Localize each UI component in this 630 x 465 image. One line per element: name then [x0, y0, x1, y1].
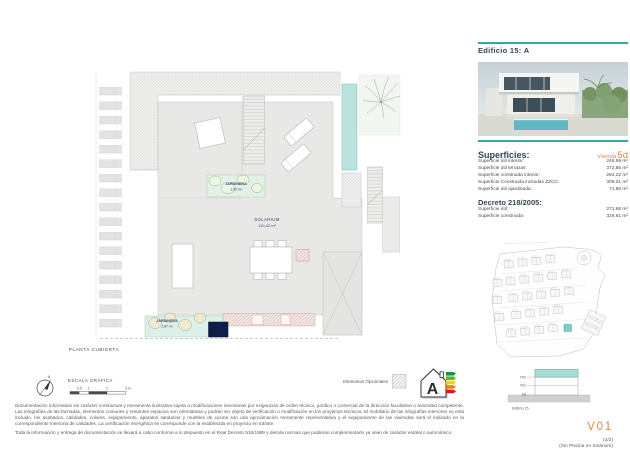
stair-top: [244, 96, 265, 164]
decreto-row-1: [478, 208, 628, 213]
legal-disclaimer: [15, 403, 464, 440]
louver-strip: [99, 84, 122, 331]
row-label: Superficie Construida incluidas ZZCC:: [478, 180, 560, 185]
row-value: 271,68 m²: [606, 207, 628, 212]
gravel-strip-b: [383, 197, 400, 252]
palm-planting: [359, 75, 400, 135]
north-arrow: [37, 375, 53, 396]
north-label: N: [48, 375, 51, 379]
scale-tick-2: 2: [106, 386, 109, 391]
decreto-heading: Decreto 218/2005:: [478, 198, 542, 207]
highlighted-roof-level: [535, 370, 578, 378]
street-label-placeholder: [505, 243, 548, 244]
spa-element: [209, 322, 229, 337]
row-label: Superficie útil terrazas:: [478, 166, 527, 171]
hatch-gap-2: [281, 315, 290, 325]
superficie-row-4: [478, 181, 628, 186]
highlighted-building-15: [564, 325, 572, 332]
disclaimer-paragraph-2: Toda la información y entrega de documentación se llevará a cabo conforme a lo dispuesto en el Real Decreto 515/1989 y demás normas que pudieran complementarlo ya sean de carácter estatal o autonómico.: [15, 430, 453, 436]
graphic-scale: [68, 378, 131, 394]
row-value: 246,99 m²: [606, 159, 628, 164]
row-label: Superficie construida interior:: [478, 173, 541, 178]
dining-set: [250, 241, 292, 280]
variant-note: (Sin Piscina en Solárium): [559, 444, 613, 449]
level-p02: P02: [520, 375, 526, 380]
superficie-row-2: [478, 167, 628, 172]
vivienda-label: Vivienda: [597, 154, 617, 160]
superficie-row-1: [478, 160, 628, 165]
elevation-diagram: [508, 370, 590, 411]
optional-legend: [343, 375, 406, 389]
roof-plan: [96, 72, 400, 339]
energy-rating-icon: [421, 369, 456, 399]
optional-hatch-strip: [223, 314, 315, 327]
jardinera-2-area: 2,87 m²: [161, 324, 173, 329]
skylight-1: [195, 118, 226, 149]
row-value: 308,01 m²: [606, 180, 628, 185]
version-code: V01: [587, 421, 613, 433]
energy-arrows: [446, 372, 456, 393]
scale-tick-1: 1: [87, 386, 90, 391]
hatch-gap-1: [252, 315, 263, 325]
jardinera-1-label: JARDINERA: [225, 182, 247, 186]
row-label: Superficie útil:: [478, 207, 509, 212]
render-villa: [486, 73, 579, 117]
row-label: Superficie construida:: [478, 214, 525, 219]
decreto-row-2: [478, 215, 628, 220]
teal-rule-top: [478, 42, 628, 44]
row-label: Superficie útil ajardinada:: [478, 187, 532, 192]
stair-right: [368, 167, 383, 223]
shaft-x-box: [323, 252, 362, 335]
row-value: 326,61 m²: [606, 214, 628, 219]
row-value: 284,22 m²: [606, 173, 628, 178]
jardinera-1: [207, 175, 265, 197]
level-pb: PB: [521, 393, 526, 398]
jardinera-1-area: 1,99 m²: [230, 187, 242, 192]
disclaimer-paragraph-1: Documentación informativa sin carácter contractual y meramente ilustrativa sujeta a modificaciones necesarias por exigencias de orden técnico, jurídico o comercial de la dirección facultativa o autoridad competente. Las infografías de las fachadas, elementos comunes y restantes espacios son orientativas y podrán ser objeto de verificación o modificación en los proyectos técnicos. El mobiliario de las infografías interiores no está incluido, los acabados, calidades, colores, equipamiento, aparatos sanitarios y muebles de cocina son una aproximación meramente representativa y el equipamiento de las viviendas será el indicado en la correspondiente memoria de calidades. La certificación energética se corresponde con la establecida en proyecto en trámite.: [15, 403, 464, 426]
solarium-area: 110,42 m²: [258, 223, 276, 228]
scale-title: ESCALA GRÁFICA: [68, 378, 113, 383]
scale-tick-3: 3 m: [125, 386, 131, 391]
row-value: 372,85 m²: [606, 166, 628, 171]
superficie-row-5: [478, 188, 628, 193]
row-value: 71,88 m²: [609, 187, 628, 192]
row-label: Superficie útil interior:: [478, 159, 525, 164]
site-key-plan: [491, 243, 606, 358]
optional-legend-label: Elementos Opcionales: [342, 379, 388, 384]
superficie-row-3: [478, 174, 628, 179]
lap-pool: [342, 84, 357, 170]
villa-render: [478, 62, 628, 136]
superficies-heading: Superficies:: [478, 150, 530, 160]
level-p01: P01: [520, 383, 526, 388]
optional-legend-swatch: [393, 375, 407, 389]
energy-letter: A: [426, 381, 439, 398]
building-title: Edificio 15: A: [478, 46, 530, 55]
solarium-label: SOLARIUM: [254, 217, 280, 222]
render-pool: [514, 120, 568, 130]
optional-element-square: [296, 250, 309, 262]
scale-tick-05: 0,5: [76, 386, 82, 391]
skylight-2: [172, 244, 193, 288]
plan-title: PLANTA CUBIERTA: [68, 347, 120, 352]
gravel-strip-a: [342, 173, 361, 207]
teal-rule-mid: [478, 140, 628, 142]
jardinera-2-label: JARDINERA: [156, 319, 178, 323]
sheet-number: (2/2): [603, 438, 613, 443]
vivienda-value: 5d: [617, 150, 628, 161]
elevation-caption: Edificio 15: [512, 406, 529, 411]
version-block: [478, 421, 613, 449]
